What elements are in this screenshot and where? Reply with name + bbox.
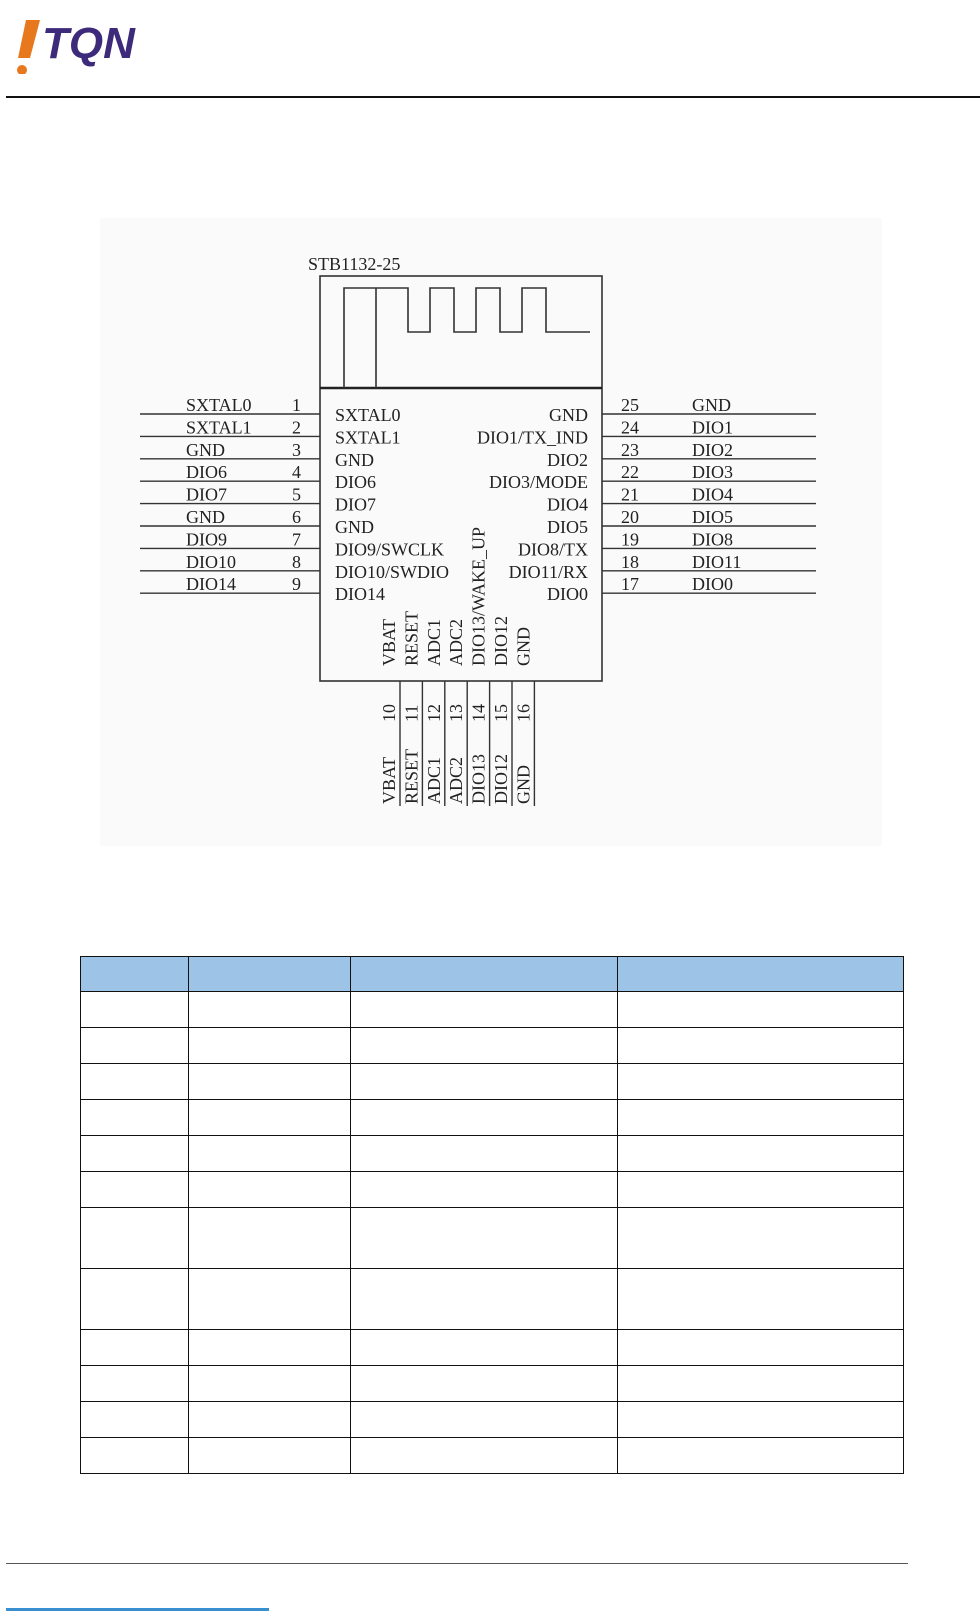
pin-function-label: DIO1/TX_IND: [477, 427, 588, 448]
table-cell: [350, 1064, 618, 1100]
table-row: [81, 1064, 904, 1100]
pin-net-label: ADC2: [446, 756, 467, 804]
table-cell: [188, 1028, 350, 1064]
pin-function-label: DIO8/TX: [518, 539, 588, 560]
table-cell: [350, 1172, 618, 1208]
pin-function-label: ADC2: [446, 618, 467, 666]
table-cell: [350, 1136, 618, 1172]
pin-net-label: DIO1: [692, 417, 733, 438]
table-cell: [618, 1208, 904, 1269]
table-cell: [188, 1366, 350, 1402]
table-cell: [350, 1100, 618, 1136]
table-row: [81, 1438, 904, 1474]
pin-function-label: DIO14: [335, 584, 385, 605]
pin-number: 12: [423, 704, 444, 722]
pin-number: 1: [292, 395, 301, 415]
table-cell: [350, 1208, 618, 1269]
table-row: [81, 1366, 904, 1402]
table-cell: [618, 1100, 904, 1136]
table-cell: [81, 1438, 189, 1474]
table-cell: [188, 1330, 350, 1366]
table-cell: [350, 992, 618, 1028]
pin-net-label: GND: [513, 765, 534, 804]
pin-number: 2: [292, 417, 301, 438]
table-row: [81, 1330, 904, 1366]
pin-function-label: DIO7: [335, 494, 376, 515]
pin-number: 8: [292, 551, 301, 572]
pin-net-label: DIO8: [692, 529, 733, 550]
pin-net-label: DIO14: [186, 574, 236, 595]
pin-function-label: DIO4: [547, 494, 588, 515]
table-cell: [350, 1438, 618, 1474]
table-cell: [81, 1064, 189, 1100]
pin-number: 23: [621, 439, 639, 460]
pin-net-label: GND: [186, 507, 225, 527]
table-row: [81, 1402, 904, 1438]
table-cell: [81, 1172, 189, 1208]
table-cell: [188, 992, 350, 1028]
table-cell: [81, 1366, 189, 1402]
table-row: [81, 992, 904, 1028]
pin-net-label: RESET: [401, 748, 422, 804]
table-header-cell: [81, 957, 189, 992]
pin-net-label: SXTAL1: [186, 417, 252, 438]
pin-function-label: SXTAL0: [335, 405, 401, 425]
footer-link-underline[interactable]: [6, 1608, 269, 1611]
pin-net-label: DIO6: [186, 462, 227, 483]
table-cell: [188, 1100, 350, 1136]
pin-net-label: DIO13: [468, 754, 489, 804]
pin-number: 21: [621, 484, 639, 505]
table-cell: [81, 1269, 189, 1330]
table-cell: [350, 1028, 618, 1064]
pin-number: 7: [292, 529, 301, 550]
pin-number: 18: [621, 551, 639, 572]
table-cell: [81, 1402, 189, 1438]
table-header-row: [81, 957, 904, 992]
pin-number: 22: [621, 462, 639, 483]
table-row: [81, 1136, 904, 1172]
pin-function-label: DIO12: [491, 616, 511, 666]
pin-function-label: GND: [549, 405, 588, 425]
pin-net-label: DIO10: [186, 551, 236, 572]
pin-number: 17: [621, 574, 639, 595]
table-cell: [81, 1100, 189, 1136]
pin-net-label: GND: [186, 439, 225, 460]
pin-number: 16: [513, 704, 534, 722]
table-row: [81, 1269, 904, 1330]
table-cell: [81, 1208, 189, 1269]
pin-function-label: VBAT: [379, 618, 399, 666]
pin-number: 20: [621, 507, 639, 527]
pin-number: 11: [401, 704, 422, 722]
pin-function-label: RESET: [401, 610, 422, 666]
table-cell: [188, 1208, 350, 1269]
pin-net-label: DIO7: [186, 484, 227, 505]
table-cell: [618, 1438, 904, 1474]
table-cell: [350, 1330, 618, 1366]
table-cell: [350, 1402, 618, 1438]
pin-net-label: DIO2: [692, 439, 733, 460]
pin-number: 3: [292, 439, 301, 460]
pin-function-label: DIO9/SWCLK: [335, 539, 444, 560]
pin-number: 4: [292, 462, 301, 483]
pin-number: 13: [446, 704, 467, 722]
table-cell: [618, 1028, 904, 1064]
pin-net-label: DIO11: [692, 551, 742, 572]
pin-function-label: DIO0: [547, 584, 588, 605]
table-cell: [618, 1269, 904, 1330]
header-divider: [6, 96, 980, 98]
antenna-trace: [344, 288, 590, 388]
table-cell: [81, 1330, 189, 1366]
table-cell: [188, 1064, 350, 1100]
table-cell: [618, 1330, 904, 1366]
table-cell: [350, 1366, 618, 1402]
company-logo: [8, 12, 168, 74]
table-cell: [188, 1438, 350, 1474]
pin-function-label: SXTAL1: [335, 427, 401, 448]
table-row: [81, 1100, 904, 1136]
pin-net-label: VBAT: [379, 756, 399, 804]
table-cell: [188, 1269, 350, 1330]
pin-number: 10: [379, 704, 399, 722]
pin-number: 14: [468, 704, 489, 722]
table-cell: [618, 1064, 904, 1100]
pin-net-label: DIO0: [692, 574, 733, 595]
pin-function-label: GND: [335, 449, 374, 470]
table-cell: [81, 1028, 189, 1064]
pin-function-label: DIO13/WAKE_UP: [468, 527, 489, 666]
table-cell: [188, 1402, 350, 1438]
table-cell: [618, 1402, 904, 1438]
pin-number: 5: [292, 484, 301, 505]
table-cell: [81, 1136, 189, 1172]
pin-net-label: GND: [692, 395, 731, 415]
pin-function-label: DIO10/SWDIO: [335, 561, 449, 582]
table-header-cell: [618, 957, 904, 992]
table-header-cell: [350, 957, 618, 992]
pin-net-label: DIO3: [692, 462, 733, 483]
table-cell: [618, 992, 904, 1028]
footer-divider: [6, 1563, 908, 1564]
pin-net-label: DIO5: [692, 507, 733, 527]
pinout-diagram: [100, 218, 882, 846]
table-cell: [81, 992, 189, 1028]
pinout-diagram-svg: [100, 218, 882, 846]
pin-net-label: DIO4: [692, 484, 733, 505]
pin-function-label: DIO5: [547, 517, 588, 537]
table-cell: [618, 1172, 904, 1208]
table-cell: [188, 1172, 350, 1208]
pin-function-label: ADC1: [423, 618, 444, 666]
pin-net-label: DIO12: [491, 754, 511, 804]
table-row: [81, 1172, 904, 1208]
table-cell: [618, 1136, 904, 1172]
pin-function-label: DIO2: [547, 449, 588, 470]
pin-net-label: ADC1: [423, 756, 444, 804]
pin-function-label: DIO6: [335, 472, 376, 493]
part-number-label: STB1132-25: [308, 254, 401, 274]
pin-number: 24: [621, 417, 639, 438]
table-cell: [188, 1136, 350, 1172]
pin-number: 6: [292, 507, 301, 527]
pin-number: 19: [621, 529, 639, 550]
table-row: [81, 1028, 904, 1064]
table-cell: [350, 1269, 618, 1330]
pin-net-label: DIO9: [186, 529, 227, 550]
pin-net-label: SXTAL0: [186, 395, 252, 415]
table-row: [81, 1208, 904, 1269]
pin-function-label: GND: [513, 627, 534, 666]
pin-number: 25: [621, 395, 639, 415]
pin-function-label: DIO3/MODE: [489, 472, 588, 493]
svg-text:TQN: TQN: [42, 19, 135, 68]
pin-function-label: DIO11/RX: [508, 561, 588, 582]
pin-number: 15: [491, 704, 511, 722]
pin-description-table: [80, 956, 904, 1474]
table-cell: [618, 1366, 904, 1402]
table-header-cell: [188, 957, 350, 992]
pin-function-label: GND: [335, 517, 374, 537]
pin-number: 9: [292, 574, 301, 595]
